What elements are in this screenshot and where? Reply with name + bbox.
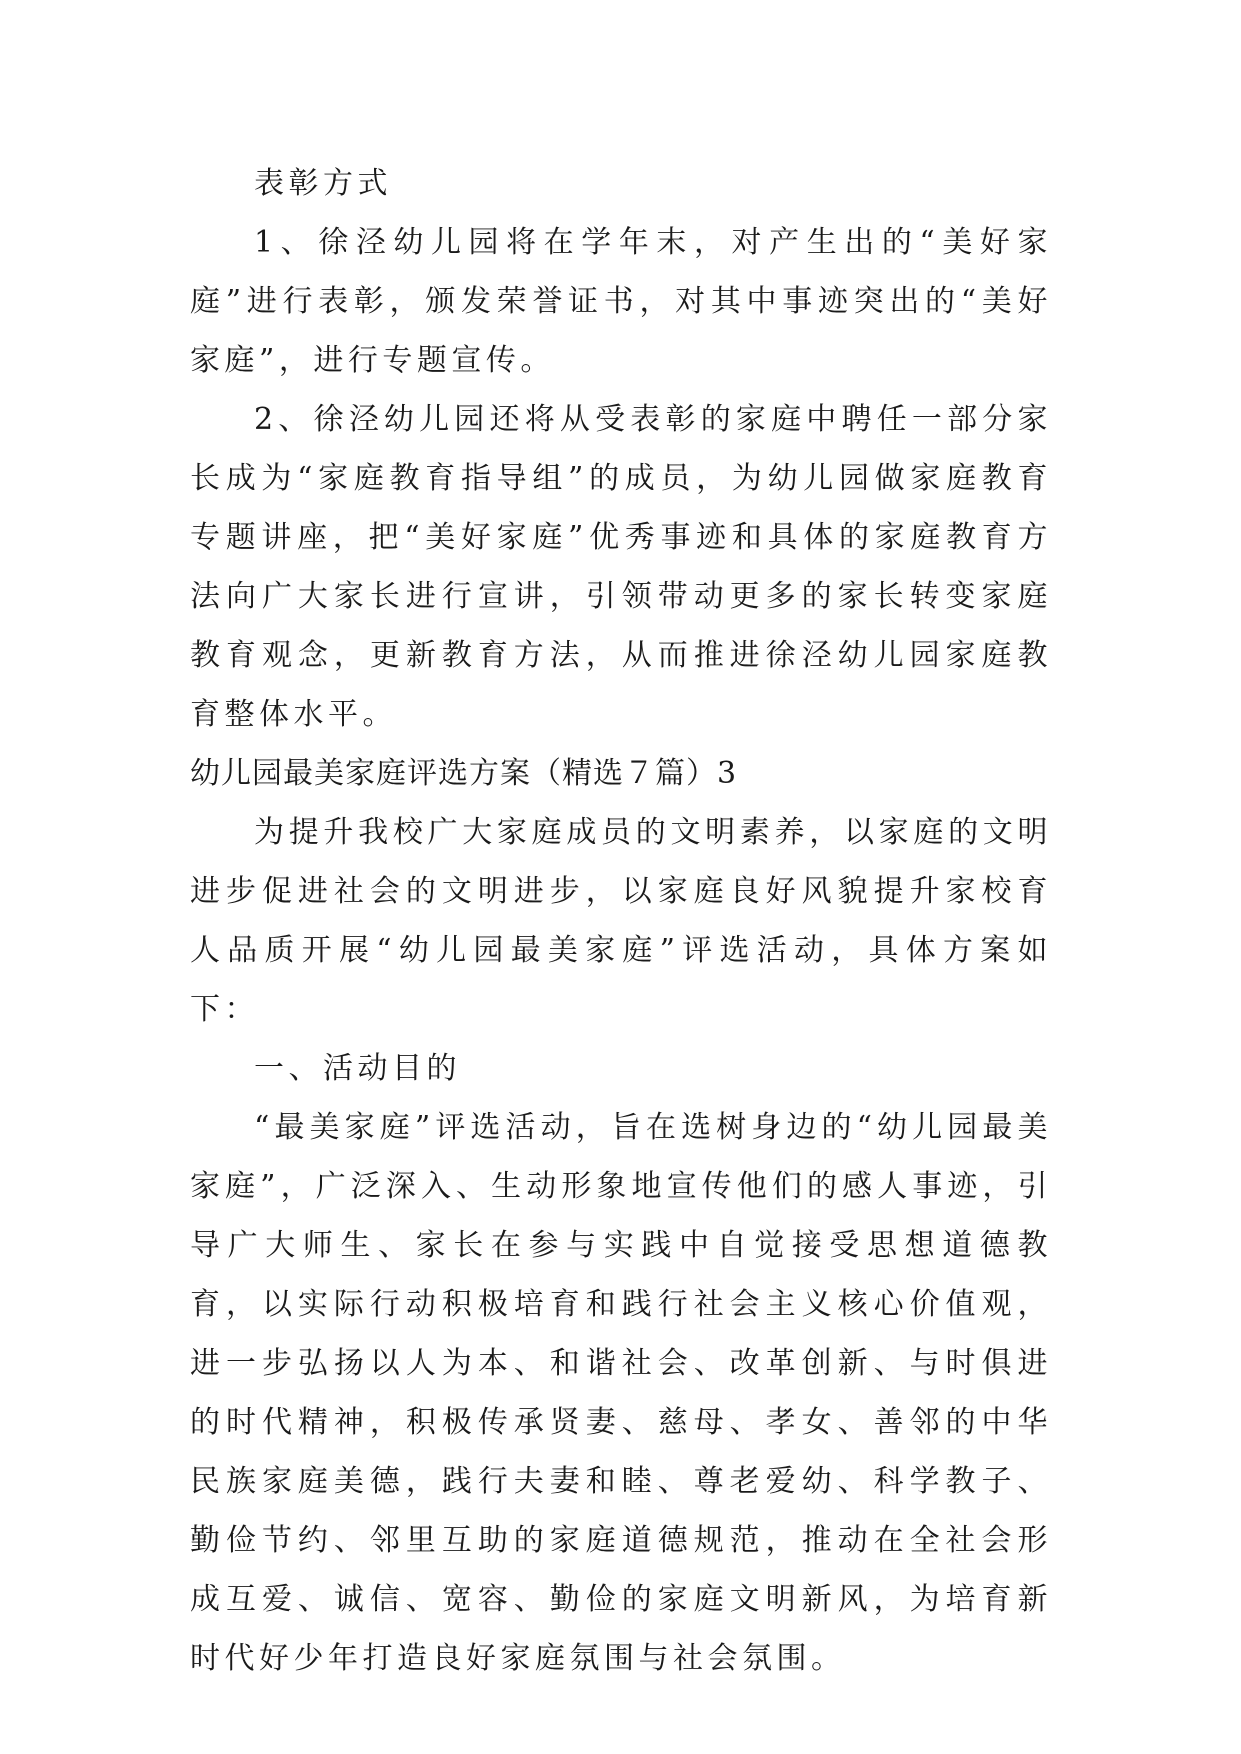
article-title: 幼儿园最美家庭评选方案（精选７篇）3: [190, 756, 738, 791]
section-heading-purpose: 一、活动目的: [254, 1051, 461, 1086]
document-body: [190, 154, 1052, 1688]
paragraph-commendation-2: 2、徐泾幼儿园还将从受表彰的家庭中聘任一部分家长成为“家庭教育指导组”的成员，为幼儿园做家庭教育专题讲座，把“美好家庭”优秀事迹和具体的家庭教育方法向广大家长进行宣讲，引领带动更多的家长转变家庭教育观念，更新教育方法，从而推进徐泾幼儿园家庭教育整体水平。: [190, 402, 1052, 732]
paragraph-commendation-1: 1、徐泾幼儿园将在学年末，对产生出的“美好家庭”进行表彰，颁发荣誉证书，对其中事迹突出的“美好家庭”，进行专题宣传。: [190, 225, 1052, 378]
paragraph-purpose: “最美家庭”评选活动，旨在选树身边的“幼儿园最美家庭”，广泛深入、生动形象地宣传他们的感人事迹，引导广大师生、家长在参与实践中自觉接受思想道德教育，以实际行动积极培育和践行社会主义核心价值观，进一步弘扬以人为本、和谐社会、改革创新、与时俱进的时代精神，积极传承贤妻、慈母、孝女、善邻的中华民族家庭美德，践行夫妻和睦、尊老爱幼、科学教子、勤俭节约、邻里互助的家庭道德规范，推动在全社会形成互爱、诚信、宽容、勤俭的家庭文明新风，为培育新时代好少年打造良好家庭氛围与社会氛围。: [190, 1110, 1052, 1676]
section-heading-commendation: 表彰方式: [254, 166, 392, 201]
paragraph-intro: 为提升我校广大家庭成员的文明素养，以家庭的文明进步促进社会的文明进步，以家庭良好风貌提升家校育人品质开展“幼儿园最美家庭”评选活动，具体方案如下：: [190, 815, 1052, 1027]
